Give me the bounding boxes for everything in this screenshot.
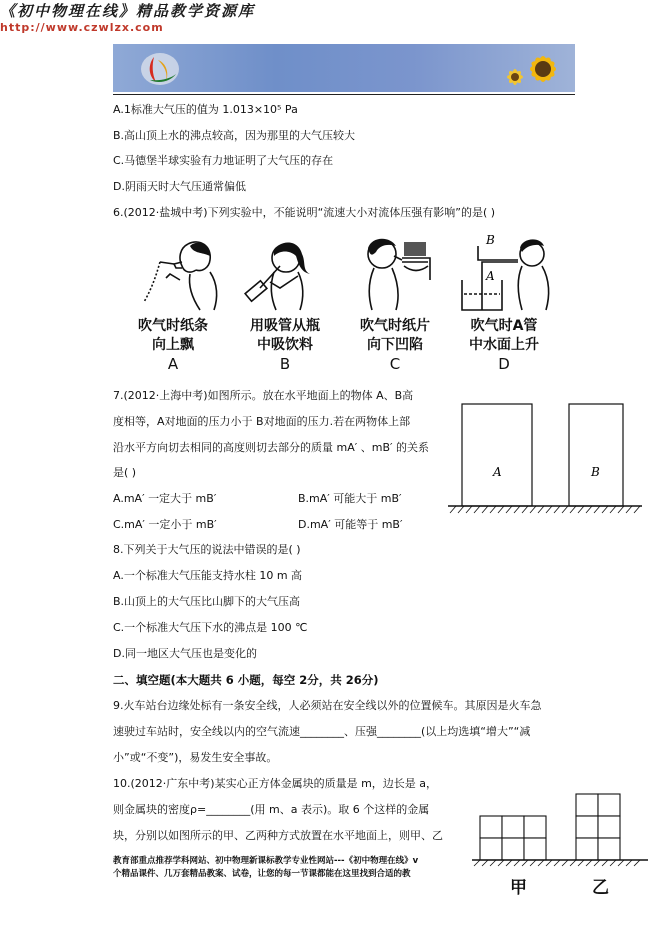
q5-option-b: B.高山顶上水的沸点较高，因为那里的大气压较大 bbox=[113, 129, 356, 142]
footer-line2: 个精品课件、几万套精品教案、试卷，让您的每一节课都能在这里找到合适的教 bbox=[113, 869, 411, 879]
q5-option-a: A.1标准大气压的值为 1.013×10⁵ Pa bbox=[113, 103, 298, 116]
q7-line4: 是( ) bbox=[113, 466, 137, 479]
q5-option-c: C.马德堡半球实验有力地证明了大气压的存在 bbox=[113, 154, 334, 167]
q6-caption-c-line2: 向下凹陷 bbox=[367, 337, 423, 353]
q10-line1: 10.(2012·广东中考)某实心正方体金属块的质量是 m，边长是 a， bbox=[113, 777, 438, 790]
q9-line2: 速驶过车站时，安全线以内的空气流速________、压强________(以上均选填“增大”“减 bbox=[113, 725, 531, 738]
q6-caption-d-letter: D bbox=[498, 355, 510, 373]
section-fill-in-heading: 二、填空题(本大题共 6 小题，每空 2分，共 26分) bbox=[113, 673, 379, 687]
q7-option-a: A.mA′ 一定大于 mB′ bbox=[113, 492, 217, 505]
q7-line1: 7.(2012·上海中考)如图所示。放在水平地面上的物体 A、B高 bbox=[113, 389, 414, 402]
q7-option-d: D.mA′ 可能等于 mB′ bbox=[298, 518, 403, 531]
q6-caption-d-line2: 中水面上升 bbox=[469, 337, 539, 353]
q6-caption-b-line1: 用吸管从瓶 bbox=[250, 318, 320, 334]
q7-option-b: B.mA′ 可能大于 mB′ bbox=[298, 492, 402, 505]
banner-url[interactable]: http://www.czwlzx.com bbox=[0, 21, 164, 34]
q10-label-yi: 乙 bbox=[592, 878, 609, 898]
q8-option-c: C.一个标准大气压下水的沸点是 100 ℃ bbox=[113, 621, 308, 634]
q6-caption-b-letter: B bbox=[279, 355, 291, 373]
q6-caption-a-line1: 吹气时纸条 bbox=[138, 318, 208, 334]
q6-caption-b bbox=[235, 317, 335, 374]
q10-label-jia: 甲 bbox=[510, 878, 527, 898]
q7-figure-blocks bbox=[445, 400, 645, 520]
q6-caption-c-line1: 吹气时纸片 bbox=[360, 318, 430, 334]
q6-stem: 6.(2012·盐城中考)下列实验中，不能说明“流速大小对流体压强有影响”的是( ) bbox=[113, 206, 496, 219]
q8-option-d: D.同一地区大气压也是变化的 bbox=[113, 647, 257, 660]
q6-caption-c bbox=[345, 317, 445, 374]
q6-caption-a bbox=[128, 317, 218, 374]
q6-figure-a-person-blowing-paper-icon bbox=[130, 232, 220, 314]
block-a bbox=[462, 404, 532, 506]
q5-option-d: D.阴雨天时大气压通常偏低 bbox=[113, 180, 246, 193]
ground-hatching bbox=[450, 506, 640, 513]
block-b bbox=[569, 404, 623, 506]
q6-figure-b-girl-drinking-icon bbox=[240, 232, 320, 314]
q6-caption-d-line1: 吹气时A管 bbox=[470, 318, 538, 334]
q9-line1: 9.火车站台边缘处标有一条安全线，人必须站在安全线以外的位置候车。其原因是火车急 bbox=[113, 699, 542, 712]
svg-text:A: A bbox=[486, 269, 495, 283]
q6-caption-a-line2: 向上飘 bbox=[152, 337, 194, 353]
q10-line3: 块，分别以如图所示的甲、乙两种方式放置在水平地面上，则甲、乙 bbox=[113, 829, 443, 842]
svg-text:B: B bbox=[486, 233, 495, 247]
q9-line3: 小”或“不变”)，易发生安全事故。 bbox=[113, 751, 278, 764]
q6-caption-d bbox=[452, 317, 556, 374]
q6-figure-c-blowing-paper-sheets-icon bbox=[350, 232, 432, 314]
header-rule bbox=[113, 94, 575, 95]
q10-figure-cube-arrangements bbox=[470, 786, 650, 868]
q7-line3: 沿水平方向切去相同的高度则切去部分的质量 mA′ 、mB′ 的关系 bbox=[113, 441, 429, 454]
banner-title: 《初中物理在线》精品教学资源库 bbox=[0, 2, 256, 20]
q7-option-c: C.mA′ 一定小于 mB′ bbox=[113, 518, 217, 531]
q10-line2: 则金属块的密度ρ=________(用 m、a 表示)。取 6 个这样的金属 bbox=[113, 803, 430, 816]
q8-option-b: B.山顶上的大气压比山脚下的大气压高 bbox=[113, 595, 301, 608]
site-logo-icon bbox=[140, 52, 180, 86]
q6-caption-b-line2: 中吸饮料 bbox=[257, 337, 313, 353]
q8-stem: 8.下列关于大气压的说法中错误的是( ) bbox=[113, 543, 301, 556]
q7-line2: 度相等，A对地面的压力小于 B对地面的压力.若在两物体上部 bbox=[113, 415, 411, 428]
block-b-label: B bbox=[591, 465, 600, 479]
footer-line1: 教育部重点推荐学科网站、初中物理新课标教学专业性网站---《初中物理在线》v bbox=[113, 856, 419, 866]
sunflower-icon bbox=[505, 47, 571, 91]
q6-caption-a-letter: A bbox=[167, 355, 179, 373]
block-a-label: A bbox=[493, 465, 502, 479]
q6-caption-c-letter: C bbox=[389, 355, 401, 373]
q8-option-a: A.一个标准大气压能支持水柱 10 m 高 bbox=[113, 569, 303, 582]
q6-figure-d-tube-water-rise-icon bbox=[456, 232, 556, 314]
